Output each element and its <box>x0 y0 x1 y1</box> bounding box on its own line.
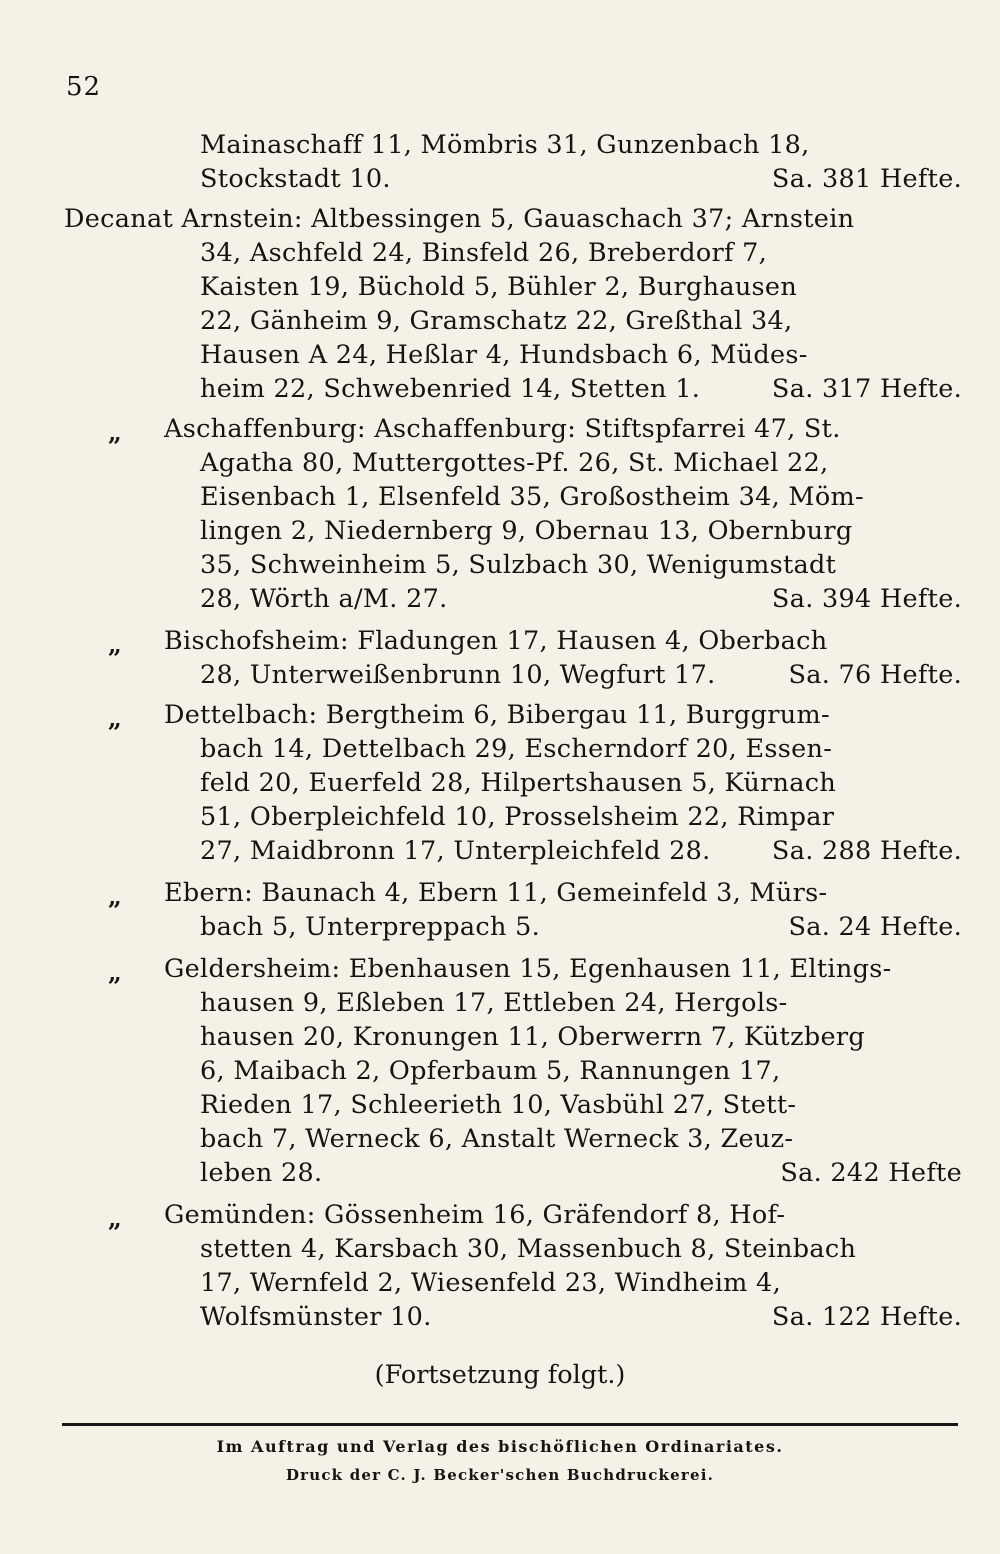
ditto-mark: „ <box>108 958 122 987</box>
ditto-mark: „ <box>108 418 122 447</box>
entry-line: bach 5, Unterpreppach 5. <box>200 912 541 942</box>
entry-line: Gemünden: Gössenheim 16, Gräfendorf 8, Hof- <box>164 1200 786 1230</box>
entry-line: heim 22, Schwebenried 14, Stetten 1. <box>200 374 701 404</box>
entry-line: Aschaffenburg: Aschaffenburg: Stiftspfarrei 47, St. <box>164 414 841 444</box>
page-number: 52 <box>66 72 102 102</box>
entry-line: Bischofsheim: Fladungen 17, Hausen 4, Oberbach <box>164 626 828 656</box>
entry-line: hausen 20, Kronungen 11, Oberwerrn 7, Kützberg <box>200 1022 865 1052</box>
entry-line: feld 20, Euerfeld 28, Hilpertshausen 5, Kürnach <box>200 768 837 798</box>
entry-line: Stockstadt 10. <box>200 164 391 194</box>
entry-sum: Sa. 288 Hefte. <box>771 836 962 866</box>
ditto-mark: „ <box>108 1204 122 1233</box>
ditto-mark: „ <box>108 882 122 911</box>
entry-line: 28, Unterweißenbrunn 10, Wegfurt 17. <box>200 660 716 690</box>
entry-line: bach 14, Dettelbach 29, Escherndorf 20, Essen- <box>200 734 833 764</box>
entry-line: bach 7, Werneck 6, Anstalt Werneck 3, Zeuz- <box>200 1124 794 1154</box>
entry-line: 22, Gänheim 9, Gramschatz 22, Greßthal 34, <box>200 306 793 336</box>
entry-line: lingen 2, Niedernberg 9, Obernau 13, Obernburg <box>200 516 853 546</box>
imprint-publisher: Im Auftrag und Verlag des bischöflichen Ordinariates. <box>216 1437 784 1456</box>
entry-sum: Sa. 394 Hefte. <box>771 584 962 614</box>
entry-line: 35, Schweinheim 5, Sulzbach 30, Wenigumstadt <box>200 550 837 580</box>
imprint-printer: Druck der C. J. Becker'schen Buchdruckerei. <box>285 1466 715 1484</box>
entry-line: Agatha 80, Muttergottes-Pf. 26, St. Michael 22, <box>200 448 829 478</box>
footer-rule <box>62 1423 958 1426</box>
entry-line: hausen 9, Eßleben 17, Ettleben 24, Hergols- <box>200 988 788 1018</box>
entry-sum: Sa. 24 Hefte. <box>788 912 962 942</box>
entry-line: stetten 4, Karsbach 30, Massenbuch 8, Steinbach <box>200 1234 857 1264</box>
entry-sum: Sa. 381 Hefte. <box>771 164 962 194</box>
entry-line: Geldersheim: Ebenhausen 15, Egenhausen 11, Eltings- <box>164 954 892 984</box>
entry-sum: Sa. 122 Hefte. <box>771 1302 962 1332</box>
entry-line: 6, Maibach 2, Opferbaum 5, Rannungen 17, <box>200 1056 781 1086</box>
entry-line: Dettelbach: Bergtheim 6, Bibergau 11, Burggrum- <box>164 700 830 730</box>
entry-line: Rieden 17, Schleerieth 10, Vasbühl 27, Stett- <box>200 1090 797 1120</box>
entry-line: 27, Maidbronn 17, Unterpleichfeld 28. <box>200 836 711 866</box>
continuation-note: (Fortsetzung folgt.) <box>374 1360 626 1390</box>
entry-line: Decanat Arnstein: Altbessingen 5, Gauaschach 37; Arnstein <box>64 204 855 234</box>
entry-sum: Sa. 317 Hefte. <box>771 374 962 404</box>
entry-line: 51, Oberpleichfeld 10, Prosselsheim 22, Rimpar <box>200 802 835 832</box>
entry-line: Ebern: Baunach 4, Ebern 11, Gemeinfeld 3, Mürs- <box>164 878 828 908</box>
entry-line: 34, Aschfeld 24, Binsfeld 26, Breberdorf 7, <box>200 238 768 268</box>
entry-line: Kaisten 19, Büchold 5, Bühler 2, Burghausen <box>200 272 798 302</box>
entry-line: leben 28. <box>200 1158 323 1188</box>
entry-line: Mainaschaff 11, Mömbris 31, Gunzenbach 18, <box>200 130 810 160</box>
entry-line: 17, Wernfeld 2, Wiesenfeld 23, Windheim 4, <box>200 1268 781 1298</box>
entry-line: Eisenbach 1, Elsenfeld 35, Großostheim 34, Möm- <box>200 482 864 512</box>
entry-line: Wolfsmünster 10. <box>200 1302 432 1332</box>
entry-sum: Sa. 76 Hefte. <box>788 660 962 690</box>
entry-sum: Sa. 242 Hefte <box>780 1158 962 1188</box>
ditto-mark: „ <box>108 630 122 659</box>
entry-line: Hausen A 24, Heßlar 4, Hundsbach 6, Müdes- <box>200 340 808 370</box>
entry-line: 28, Wörth a/M. 27. <box>200 584 448 614</box>
ditto-mark: „ <box>108 704 122 733</box>
